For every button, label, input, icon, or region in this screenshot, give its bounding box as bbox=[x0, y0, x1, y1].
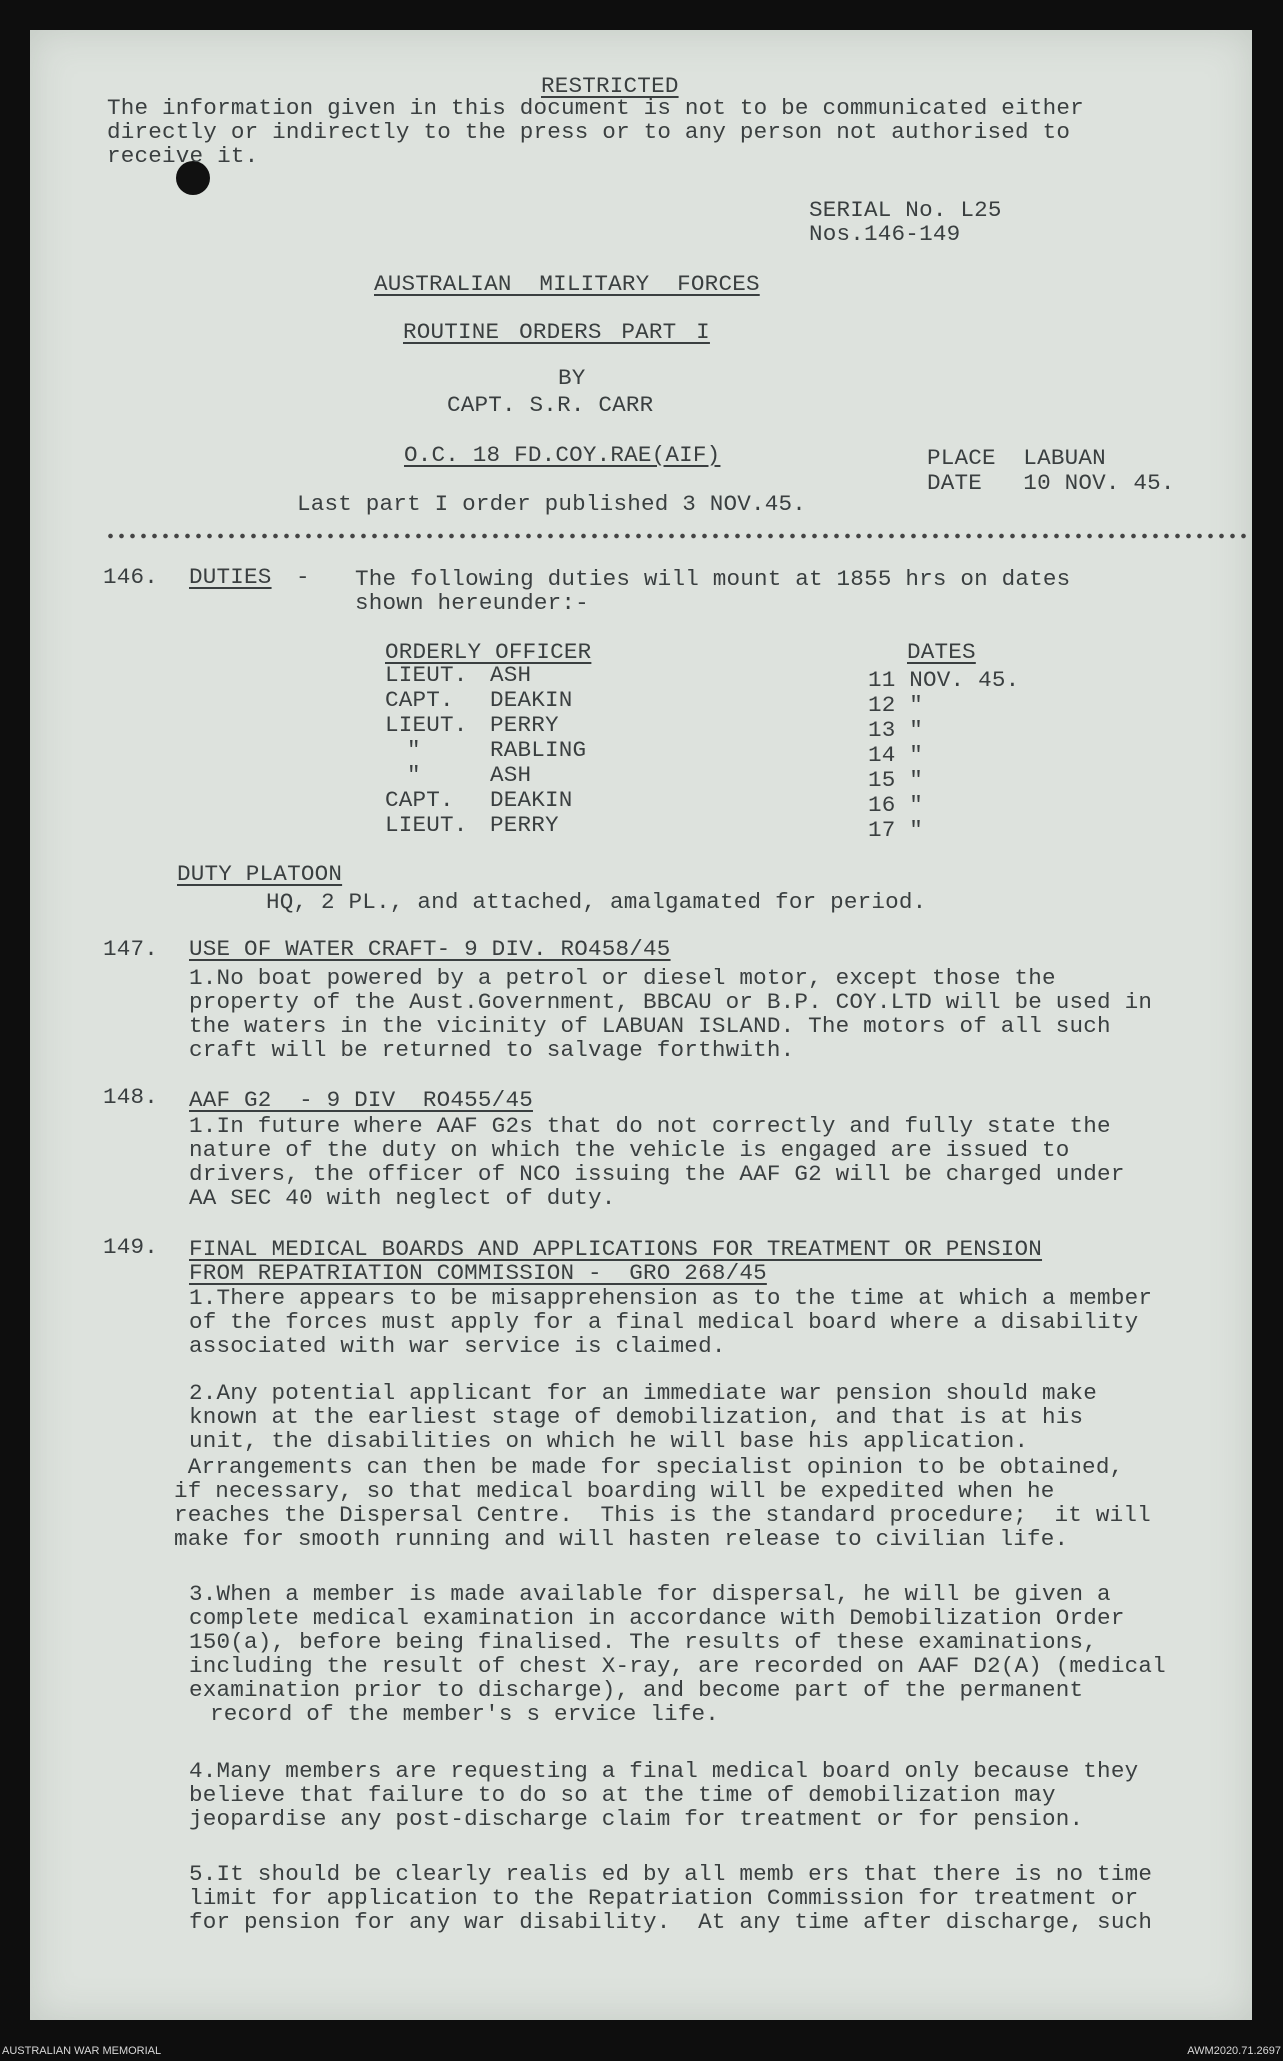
roster-rank: " bbox=[407, 762, 421, 788]
item-149-p5-line: for pension for any war disability. At any time after discharge, such bbox=[189, 1909, 1153, 1935]
roster-rank: CAPT. bbox=[385, 687, 454, 713]
roster-date: 13 " bbox=[868, 717, 924, 743]
archive-reference: AWM2020.71.2697 bbox=[1187, 2045, 1281, 2057]
item-149-p4-line: jeopardise any post-discharge claim for treatment or for pension. bbox=[189, 1806, 1084, 1832]
duty-platoon-title: DUTY PLATOON bbox=[177, 861, 343, 887]
last-order-line: Last part I order published 3 NOV.45. bbox=[297, 491, 807, 517]
routine-orders-title: ROUTINE ORDERS PART I bbox=[403, 319, 710, 345]
roster-rank: CAPT. bbox=[385, 787, 454, 813]
duty-platoon-text: HQ, 2 PL., and attached, amalgamated for period. bbox=[266, 889, 927, 915]
item-149-p2-line: reaches the Dispersal Centre. This is the standard procedure; it will bbox=[174, 1502, 1151, 1528]
item-149-p2-line: 2.Any potential applicant for an immediate war pension should make bbox=[189, 1380, 1098, 1406]
item-146-title: DUTIES bbox=[189, 564, 272, 590]
item-147-title: USE OF WATER CRAFT- 9 DIV. RO458/45 bbox=[189, 936, 671, 962]
archive-credit: AUSTRALIAN WAR MEMORIAL bbox=[2, 2045, 162, 2057]
roster-date: 17 " bbox=[868, 817, 924, 843]
roster-date: 16 " bbox=[868, 792, 924, 818]
dates-header: DATES bbox=[907, 639, 976, 665]
item-149-p2-line: known at the earliest stage of demobilization, and that is at his bbox=[189, 1404, 1084, 1430]
item-149-number: 149. bbox=[103, 1234, 159, 1260]
item-148-number: 148. bbox=[103, 1084, 159, 1110]
date-line: DATE 10 NOV. 45. bbox=[927, 470, 1175, 496]
item-148-line: drivers, the officer of NCO issuing the AAF G2 will be charged under bbox=[189, 1161, 1125, 1187]
item-149-p2-line: unit, the disabilities on which he will base his application. bbox=[189, 1428, 1029, 1454]
item-149-p2-line: if necessary, so that medical boarding will be expedited when he bbox=[174, 1478, 1055, 1504]
notice-line-2: directly or indirectly to the press or to any person not authorised to bbox=[107, 119, 1071, 145]
item-147-line: craft will be returned to salvage forthwith. bbox=[189, 1037, 795, 1063]
item-149-p3-line: 150(a), before being finalised. The results of these examinations, bbox=[189, 1629, 1098, 1655]
item-149-p3-line: including the result of chest X-ray, are recorded on AAF D2(A) (medical bbox=[189, 1653, 1166, 1679]
item-148-line: nature of the duty on which the vehicle is engaged are issued to bbox=[189, 1137, 1070, 1163]
item-148-line: 1.In future where AAF G2s that do not correctly and fully state the bbox=[189, 1113, 1111, 1139]
item-149-p1-line: of the forces must apply for a final medical board where a disability bbox=[189, 1309, 1139, 1335]
roster-date: 12 " bbox=[868, 692, 924, 718]
item-149-p5-line: 5.It should be clearly realis ed by all memb ers that there is no time bbox=[189, 1861, 1153, 1887]
organisation-title: AUSTRALIAN MILITARY FORCES bbox=[374, 271, 760, 297]
order-numbers: Nos.146-149 bbox=[809, 221, 961, 247]
item-149-p3-line: 3.When a member is made available for dispersal, he will be given a bbox=[189, 1581, 1111, 1607]
item-148-line: AA SEC 40 with neglect of duty. bbox=[189, 1185, 616, 1211]
item-147-line: 1.No boat powered by a petrol or diesel motor, except those the bbox=[189, 965, 1056, 991]
unit-designation: O.C. 18 FD.COY.RAE(AIF) bbox=[404, 442, 721, 468]
item-149-p3-line: examination prior to discharge), and become part of the permanent bbox=[189, 1677, 1084, 1703]
item-149-p3-line: record of the member's s ervice life. bbox=[210, 1701, 720, 1727]
item-149-title-1: FINAL MEDICAL BOARDS AND APPLICATIONS FOR TREATMENT OR PENSION bbox=[189, 1236, 1043, 1262]
item-146-dash: - bbox=[296, 564, 310, 590]
item-149-p1-line: 1.There appears to be misapprehension as to the time at which a member bbox=[189, 1285, 1153, 1311]
by-label: BY bbox=[558, 365, 586, 391]
roster-name: PERRY bbox=[490, 712, 559, 738]
roster-name: ASH bbox=[490, 662, 532, 688]
notice-line-1: The information given in this document is not to be communicated either bbox=[107, 95, 1084, 121]
classification-heading: RESTRICTED bbox=[541, 73, 679, 99]
roster-rank: LIEUT. bbox=[385, 812, 468, 838]
item-149-p4-line: 4.Many members are requesting a final medical board only because they bbox=[189, 1758, 1139, 1784]
item-149-title-2: FROM REPATRIATION COMMISSION - GRO 268/45 bbox=[189, 1260, 767, 1286]
item-147-line: property of the Aust.Government, BBCAU or B.P. COY.LTD will be used in bbox=[189, 989, 1153, 1015]
roster-name: DEAKIN bbox=[490, 687, 573, 713]
roster-name: RABLING bbox=[490, 737, 587, 763]
item-146-number: 146. bbox=[103, 564, 159, 590]
item-149-p4-line: believe that failure to do so at the time of demobilization may bbox=[189, 1782, 1056, 1808]
item-149-p2-line: Arrangements can then be made for specialist opinion to be obtained, bbox=[174, 1454, 1124, 1480]
item-149-p2-line: make for smooth running and will hasten release to civilian life. bbox=[174, 1526, 1069, 1552]
roster-date: 11 NOV. 45. bbox=[868, 667, 1020, 693]
item-149-p1-line: associated with war service is claimed. bbox=[189, 1333, 726, 1359]
roster-rank: LIEUT. bbox=[385, 712, 468, 738]
notice-line-3: receive it. bbox=[107, 143, 259, 169]
roster-name: PERRY bbox=[490, 812, 559, 838]
item-148-title: AAF G2 - 9 DIV RO455/45 bbox=[189, 1087, 533, 1113]
roster-date: 14 " bbox=[868, 742, 924, 768]
item-147-number: 147. bbox=[103, 936, 159, 962]
item-149-p5-line: limit for application to the Repatriation Commission for treatment or bbox=[189, 1885, 1139, 1911]
issuer-name: CAPT. S.R. CARR bbox=[447, 392, 654, 418]
dotted-separator bbox=[105, 531, 1251, 541]
item-146-text-1: The following duties will mount at 1855 hrs on dates bbox=[355, 566, 1071, 592]
roster-name: ASH bbox=[490, 762, 532, 788]
roster-rank: " bbox=[407, 737, 421, 763]
item-147-line: the waters in the vicinity of LABUAN ISLAND. The motors of all such bbox=[189, 1013, 1111, 1039]
place-line: PLACE LABUAN bbox=[927, 445, 1106, 471]
item-149-p3-line: complete medical examination in accordance with Demobilization Order bbox=[189, 1605, 1125, 1631]
roster-date: 15 " bbox=[868, 767, 924, 793]
serial-number: SERIAL No. L25 bbox=[809, 197, 1002, 223]
item-146-text-2: shown hereunder:- bbox=[355, 590, 589, 616]
roster-name: DEAKIN bbox=[490, 787, 573, 813]
orderly-officer-header: ORDERLY OFFICER bbox=[385, 639, 592, 665]
roster-rank: LIEUT. bbox=[385, 662, 468, 688]
